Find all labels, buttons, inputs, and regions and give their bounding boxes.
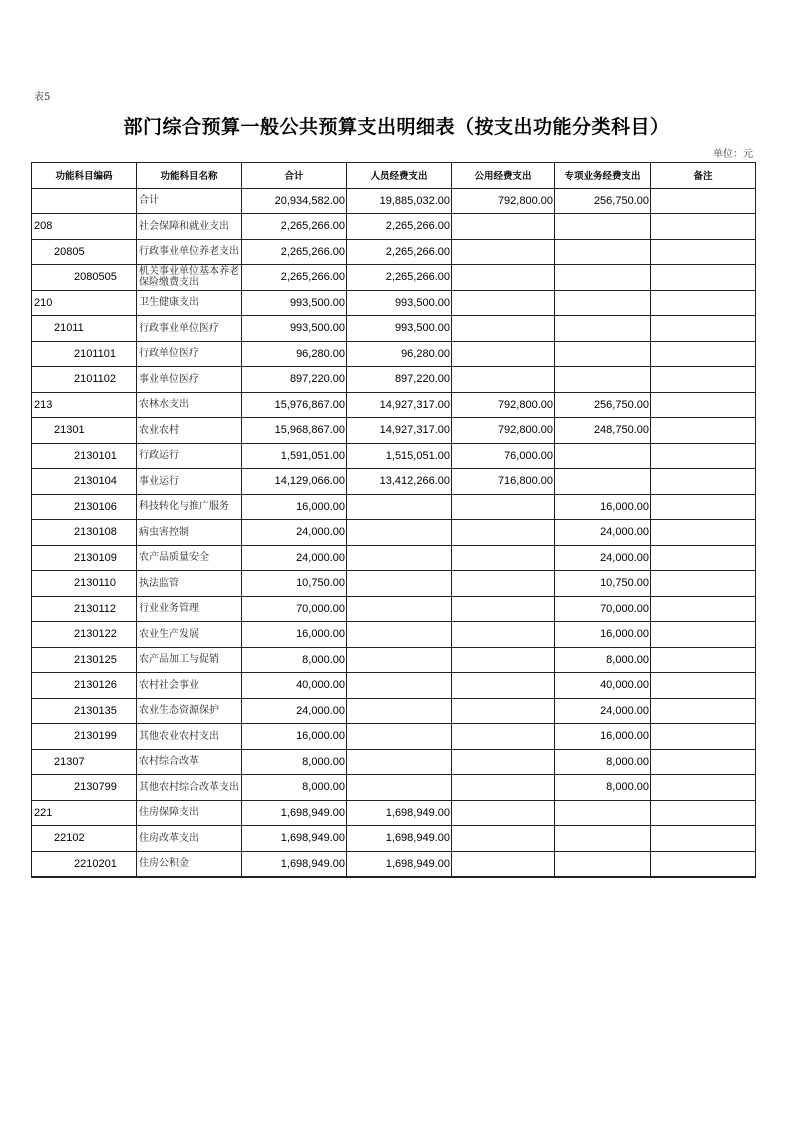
cell-personnel (347, 545, 452, 571)
cell-personnel (347, 596, 452, 622)
table-row (32, 622, 756, 648)
cell-note (651, 724, 756, 750)
cell-name: 其他农业农村支出 (137, 724, 242, 750)
cell-code: 2130135 (32, 698, 137, 724)
cell-public (452, 826, 555, 852)
cell-code: 2130106 (32, 494, 137, 520)
cell-code: 221 (32, 800, 137, 826)
cell-public (452, 520, 555, 546)
cell-special: 10,750.00 (555, 571, 651, 597)
cell-personnel: 2,265,266.00 (347, 239, 452, 265)
cell-personnel: 2,265,266.00 (347, 214, 452, 240)
cell-total: 16,000.00 (242, 724, 347, 750)
cell-total: 24,000.00 (242, 698, 347, 724)
cell-code: 2101102 (32, 367, 137, 393)
cell-personnel (347, 749, 452, 775)
cell-personnel (347, 520, 452, 546)
cell-public (452, 647, 555, 673)
cell-personnel (347, 673, 452, 699)
cell-note (651, 545, 756, 571)
cell-total: 70,000.00 (242, 596, 347, 622)
cell-note (651, 622, 756, 648)
col-header-total: 合计 (242, 163, 347, 189)
table-row (32, 673, 756, 699)
cell-public (452, 494, 555, 520)
cell-total: 1,698,949.00 (242, 826, 347, 852)
table-number: 表5 (34, 92, 51, 103)
cell-special: 256,750.00 (555, 188, 651, 214)
cell-personnel: 1,515,051.00 (347, 443, 452, 469)
cell-public: 792,800.00 (452, 188, 555, 214)
table-row (32, 596, 756, 622)
unit-label: 单位：元 (713, 149, 753, 160)
cell-code: 210 (32, 290, 137, 316)
cell-personnel: 19,885,032.00 (347, 188, 452, 214)
cell-total: 8,000.00 (242, 749, 347, 775)
cell-public (452, 214, 555, 240)
cell-total: 96,280.00 (242, 341, 347, 367)
cell-total: 1,698,949.00 (242, 851, 347, 877)
cell-total: 40,000.00 (242, 673, 347, 699)
cell-note (651, 188, 756, 214)
cell-special (555, 265, 651, 291)
cell-code: 22102 (32, 826, 137, 852)
cell-total: 8,000.00 (242, 647, 347, 673)
table-row (32, 724, 756, 750)
table-row (32, 214, 756, 240)
cell-personnel: 14,927,317.00 (347, 392, 452, 418)
cell-note (651, 443, 756, 469)
cell-note (651, 494, 756, 520)
cell-code: 21011 (32, 316, 137, 342)
cell-note (651, 775, 756, 801)
cell-total: 993,500.00 (242, 316, 347, 342)
cell-name: 农林水支出 (137, 392, 242, 418)
cell-code: 21307 (32, 749, 137, 775)
cell-personnel: 1,698,949.00 (347, 800, 452, 826)
cell-name: 行政单位医疗 (137, 341, 242, 367)
cell-note (651, 673, 756, 699)
cell-note (651, 239, 756, 265)
cell-name: 行政事业单位养老支出 (137, 239, 242, 265)
table-row (32, 341, 756, 367)
cell-special: 16,000.00 (555, 494, 651, 520)
cell-special: 8,000.00 (555, 775, 651, 801)
cell-name: 农村综合改革 (137, 749, 242, 775)
cell-public (452, 622, 555, 648)
cell-special (555, 800, 651, 826)
cell-code: 2130112 (32, 596, 137, 622)
cell-total: 16,000.00 (242, 622, 347, 648)
cell-name: 合计 (137, 188, 242, 214)
cell-total: 24,000.00 (242, 545, 347, 571)
cell-note (651, 341, 756, 367)
table-row (32, 647, 756, 673)
cell-code: 2130108 (32, 520, 137, 546)
cell-note (651, 290, 756, 316)
cell-special: 248,750.00 (555, 418, 651, 444)
cell-total: 16,000.00 (242, 494, 347, 520)
table-row (32, 494, 756, 520)
cell-code: 2130125 (32, 647, 137, 673)
col-header-special: 专项业务经费支出 (555, 163, 651, 189)
cell-note (651, 520, 756, 546)
cell-personnel (347, 698, 452, 724)
cell-name: 农产品加工与促销 (137, 647, 242, 673)
cell-name: 机关事业单位基本养老保险缴费支出 (137, 265, 242, 291)
col-header-personnel: 人员经费支出 (347, 163, 452, 189)
cell-public (452, 239, 555, 265)
table-row (32, 800, 756, 826)
cell-total: 15,968,867.00 (242, 418, 347, 444)
table-row (32, 698, 756, 724)
cell-personnel: 13,412,266.00 (347, 469, 452, 495)
page-title: 部门综合预算一般公共预算支出明细表（按支出功能分类科目） (123, 116, 670, 138)
cell-note (651, 392, 756, 418)
cell-note (651, 214, 756, 240)
cell-code: 2130109 (32, 545, 137, 571)
table-row (32, 775, 756, 801)
cell-name: 事业运行 (137, 469, 242, 495)
cell-total: 2,265,266.00 (242, 239, 347, 265)
cell-special: 40,000.00 (555, 673, 651, 699)
cell-special (555, 214, 651, 240)
cell-name: 行政事业单位医疗 (137, 316, 242, 342)
cell-total: 14,129,066.00 (242, 469, 347, 495)
cell-personnel: 993,500.00 (347, 290, 452, 316)
cell-special: 24,000.00 (555, 520, 651, 546)
cell-special: 8,000.00 (555, 647, 651, 673)
cell-special (555, 239, 651, 265)
cell-special: 24,000.00 (555, 545, 651, 571)
cell-personnel (347, 622, 452, 648)
cell-public (452, 800, 555, 826)
cell-code: 2130799 (32, 775, 137, 801)
cell-total: 2,265,266.00 (242, 214, 347, 240)
cell-public (452, 545, 555, 571)
table-row (32, 545, 756, 571)
cell-note (651, 571, 756, 597)
cell-total: 897,220.00 (242, 367, 347, 393)
table-row (32, 316, 756, 342)
cell-total: 15,976,867.00 (242, 392, 347, 418)
cell-personnel (347, 775, 452, 801)
cell-name: 住房改革支出 (137, 826, 242, 852)
cell-public (452, 341, 555, 367)
cell-personnel: 96,280.00 (347, 341, 452, 367)
cell-code (32, 188, 137, 214)
table-row (32, 418, 756, 444)
table-row (32, 443, 756, 469)
cell-code: 2130126 (32, 673, 137, 699)
cell-name: 农村社会事业 (137, 673, 242, 699)
table-row (32, 290, 756, 316)
cell-personnel: 2,265,266.00 (347, 265, 452, 291)
cell-name: 社会保障和就业支出 (137, 214, 242, 240)
col-header-name: 功能科目名称 (137, 163, 242, 189)
cell-special: 16,000.00 (555, 724, 651, 750)
cell-personnel: 1,698,949.00 (347, 851, 452, 877)
cell-total: 1,698,949.00 (242, 800, 347, 826)
cell-name: 事业单位医疗 (137, 367, 242, 393)
cell-personnel: 993,500.00 (347, 316, 452, 342)
cell-public (452, 851, 555, 877)
cell-code: 2080505 (32, 265, 137, 291)
col-header-public: 公用经费支出 (452, 163, 555, 189)
cell-public: 792,800.00 (452, 392, 555, 418)
cell-personnel: 1,698,949.00 (347, 826, 452, 852)
cell-personnel (347, 647, 452, 673)
cell-public (452, 724, 555, 750)
cell-public (452, 698, 555, 724)
cell-personnel: 897,220.00 (347, 367, 452, 393)
table-row (32, 367, 756, 393)
cell-special: 16,000.00 (555, 622, 651, 648)
cell-personnel (347, 724, 452, 750)
cell-special: 256,750.00 (555, 392, 651, 418)
cell-code: 213 (32, 392, 137, 418)
cell-special (555, 316, 651, 342)
cell-total: 10,750.00 (242, 571, 347, 597)
cell-name: 执法监管 (137, 571, 242, 597)
cell-note (651, 367, 756, 393)
cell-special: 24,000.00 (555, 698, 651, 724)
cell-name: 农业生态资源保护 (137, 698, 242, 724)
cell-special (555, 469, 651, 495)
cell-total: 2,265,266.00 (242, 265, 347, 291)
cell-total: 1,591,051.00 (242, 443, 347, 469)
cell-public (452, 596, 555, 622)
table-row (32, 265, 756, 291)
cell-note (651, 749, 756, 775)
cell-note (651, 469, 756, 495)
table-header-row (32, 163, 756, 189)
cell-public: 76,000.00 (452, 443, 555, 469)
cell-public (452, 290, 555, 316)
table-row (32, 392, 756, 418)
cell-public (452, 673, 555, 699)
cell-note (651, 596, 756, 622)
cell-note (651, 851, 756, 877)
cell-public (452, 367, 555, 393)
cell-personnel (347, 571, 452, 597)
cell-total: 8,000.00 (242, 775, 347, 801)
cell-name: 住房保障支出 (137, 800, 242, 826)
cell-public (452, 316, 555, 342)
cell-total: 20,934,582.00 (242, 188, 347, 214)
cell-note (651, 265, 756, 291)
table-body (32, 188, 756, 877)
cell-name: 科技转化与推广服务 (137, 494, 242, 520)
table-row (32, 188, 756, 214)
table-row (32, 239, 756, 265)
cell-special (555, 341, 651, 367)
cell-code: 208 (32, 214, 137, 240)
cell-code: 2130101 (32, 443, 137, 469)
cell-code: 2130104 (32, 469, 137, 495)
cell-name: 住房公积金 (137, 851, 242, 877)
cell-personnel: 14,927,317.00 (347, 418, 452, 444)
cell-code: 2101101 (32, 341, 137, 367)
cell-name: 农业农村 (137, 418, 242, 444)
cell-note (651, 316, 756, 342)
cell-code: 2130110 (32, 571, 137, 597)
table-row (32, 520, 756, 546)
cell-name: 其他农村综合改革支出 (137, 775, 242, 801)
cell-code: 20805 (32, 239, 137, 265)
cell-public (452, 749, 555, 775)
cell-special: 70,000.00 (555, 596, 651, 622)
budget-table (31, 162, 756, 878)
table-row (32, 469, 756, 495)
cell-note (651, 800, 756, 826)
cell-name: 行政运行 (137, 443, 242, 469)
col-header-note: 备注 (651, 163, 756, 189)
cell-public (452, 265, 555, 291)
cell-code: 2210201 (32, 851, 137, 877)
col-header-code: 功能科目编码 (32, 163, 137, 189)
cell-code: 2130122 (32, 622, 137, 648)
cell-special (555, 826, 651, 852)
table-row (32, 851, 756, 877)
cell-personnel (347, 494, 452, 520)
cell-public: 716,800.00 (452, 469, 555, 495)
cell-special (555, 443, 651, 469)
cell-public: 792,800.00 (452, 418, 555, 444)
cell-public (452, 571, 555, 597)
cell-note (651, 698, 756, 724)
cell-total: 993,500.00 (242, 290, 347, 316)
cell-name: 行业业务管理 (137, 596, 242, 622)
cell-public (452, 775, 555, 801)
table-row (32, 826, 756, 852)
cell-note (651, 418, 756, 444)
cell-note (651, 647, 756, 673)
cell-name: 卫生健康支出 (137, 290, 242, 316)
cell-code: 2130199 (32, 724, 137, 750)
cell-note (651, 826, 756, 852)
cell-code: 21301 (32, 418, 137, 444)
cell-special (555, 367, 651, 393)
cell-name: 农业生产发展 (137, 622, 242, 648)
table-row (32, 749, 756, 775)
cell-name: 农产品质量安全 (137, 545, 242, 571)
cell-name: 病虫害控制 (137, 520, 242, 546)
cell-special: 8,000.00 (555, 749, 651, 775)
table-row (32, 571, 756, 597)
cell-total: 24,000.00 (242, 520, 347, 546)
cell-special (555, 851, 651, 877)
cell-special (555, 290, 651, 316)
